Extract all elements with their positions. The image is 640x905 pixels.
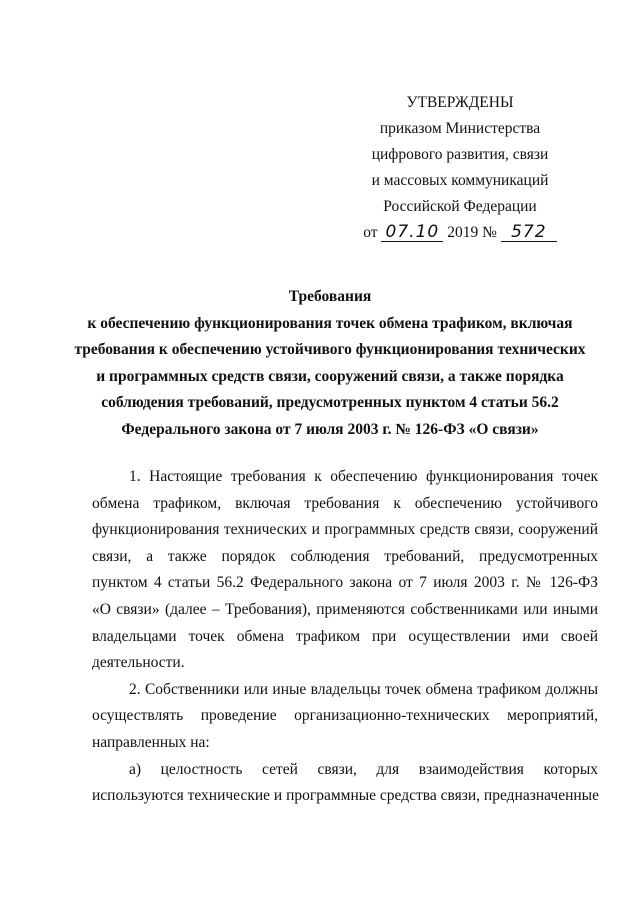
text-line: пунктом 4 статьи 56.2 Федерального закона от 7 июля 2003 г. № 126-ФЗ <box>92 574 598 592</box>
title-line: и программных средств связи, сооружений связи, а также порядка <box>96 367 564 385</box>
date-prefix: от <box>363 224 378 241</box>
handwritten-order-number: 572 <box>501 223 557 242</box>
year-number-label: 2019 № <box>447 224 497 241</box>
approval-block <box>340 90 580 246</box>
text-line: а) целостность сетей связи, для взаимодействия которых <box>129 760 598 778</box>
title-line: Требования <box>288 288 372 305</box>
title-line: требования к обеспечению устойчивого функционирования технических <box>74 341 586 358</box>
text-line: «О связи» (далее – Требования), применяются собственниками или иными <box>92 600 598 618</box>
text-line: функционирования технических и программных средств связи, сооружений <box>92 521 598 539</box>
text-line: используются технические и программные средства связи, предназначенные <box>92 787 599 805</box>
text-line: осуществлять проведение организационно-технических мероприятий, <box>92 707 598 725</box>
paragraph-3 <box>92 757 598 810</box>
approval-line: Российской Федерации <box>383 198 537 215</box>
title-line: соблюдения требований, предусмотренных пунктом 4 статьи 56.2 <box>101 394 559 411</box>
text-line: направленных на: <box>92 733 210 751</box>
approval-heading: УТВЕРЖДЕНЫ <box>406 94 514 111</box>
approval-line: приказом Министерства <box>379 120 541 137</box>
paragraph-1 <box>92 464 598 677</box>
approval-date-line <box>340 220 580 246</box>
text-line: связи, а также порядок соблюдения требований, предусмотренных <box>92 547 598 565</box>
text-line: владельцами точек обмена трафиком при осуществлении ими своей <box>92 627 598 645</box>
handwritten-date: 07.10 <box>381 223 443 242</box>
document-body <box>92 464 598 810</box>
approval-line: и массовых коммуникаций <box>371 172 549 189</box>
title-line: к обеспечению функционирования точек обмена трафиком, включая <box>87 314 573 332</box>
text-line: 2. Собственники или иные владельцы точек обмена трафиком должны <box>129 680 598 698</box>
text-line: деятельности. <box>92 654 185 672</box>
document-title <box>60 284 600 443</box>
text-line: обмена трафиком, включая требования к обеспечению устойчивого <box>92 494 598 512</box>
paragraph-2 <box>92 677 598 757</box>
text-line: 1. Настоящие требования к обеспечению функционирования точек <box>129 468 598 485</box>
approval-line: цифрового развития, связи <box>371 146 549 163</box>
title-line: Федерального закона от 7 июля 2003 г. № 126-ФЗ «О связи» <box>121 420 539 438</box>
